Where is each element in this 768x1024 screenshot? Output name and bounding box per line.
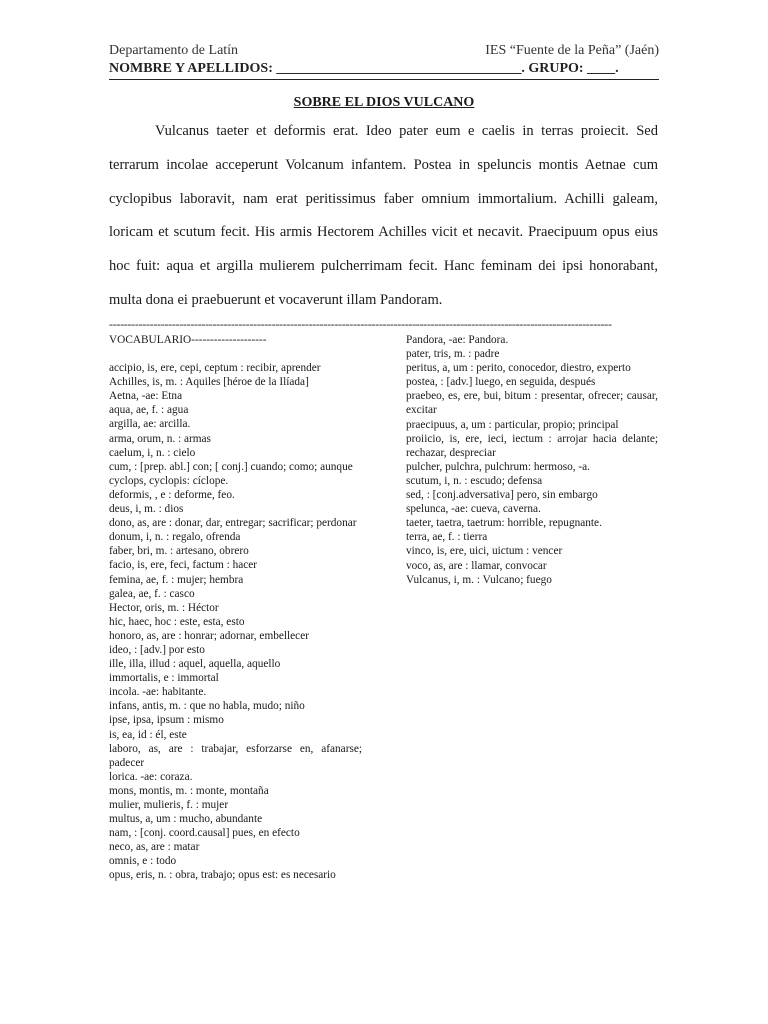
header-top-row: [109, 42, 659, 60]
vocabulary-entry: praecipuus, a, um : particular, propio; principal: [406, 418, 619, 431]
document-header: [109, 42, 659, 80]
vocabulary-entry: deus, i, m. : dios: [109, 503, 184, 516]
vocabulary-entry: caelum, i, n. : cielo: [109, 446, 196, 459]
vocabulary-left-column: [109, 333, 362, 883]
vocabulary-entry: argilla, ae: arcilla.: [109, 418, 191, 431]
vocabulary-entry: scutum, i, n. : escudo; defensa: [406, 474, 543, 487]
vocabulary-entry: lorica. -ae: coraza.: [109, 770, 193, 783]
vocabulary-entry: Pandora, -ae: Pandora.: [406, 334, 509, 346]
vocabulary-entry: infans, antis, m. : que no habla, mudo; niño: [109, 700, 305, 713]
vocabulary-entry: proiicio, is, ere, ieci, iectum : arrojar hacia delante; rechazar, despreciar: [406, 432, 658, 459]
vocabulary-entry: Achilles, is, m. : Aquiles [héroe de la Ilíada]: [109, 376, 309, 389]
vocabulary-entry: multus, a, um : mucho, abundante: [109, 813, 263, 826]
vocabulary-entry: faber, bri, m. : artesano, obrero: [109, 545, 249, 558]
vocabulary-entry: accipio, is, ere, cepi, ceptum : recibir, aprender: [109, 362, 321, 375]
vocabulary-entry: Aetna, -ae: Etna: [109, 390, 183, 403]
school-label: IES “Fuente de la Peña” (Jaén): [485, 43, 659, 58]
vocabulary-entry: mons, montis, m. : monte, montaña: [109, 784, 269, 797]
vocabulary-entry: femina, ae, f. : mujer; hembra: [109, 573, 244, 586]
vocabulary-entry: sed, : [conj.adversativa] pero, sin embargo: [406, 489, 598, 502]
vocabulary-entry: dono, as, are : donar, dar, entregar; sacrificar; perdonar: [109, 517, 357, 530]
page-title: SOBRE EL DIOS VULCANO: [293, 95, 475, 110]
vocabulary-entry: pulcher, pulchra, pulchrum: hermoso, -a.: [406, 460, 591, 473]
vocabulary-heading: VOCABULARIO--------------------: [109, 334, 267, 346]
student-name-line: NOMBRE Y APELLIDOS: ___________________________________. GRUPO: ____.: [109, 60, 659, 80]
vocabulary-entry: pater, tris, m. : padre: [406, 348, 500, 361]
vocabulary-entry: aqua, ae, f. : agua: [109, 404, 189, 417]
vocabulary-entry: praebeo, es, ere, bui, bitum : presentar, ofrecer; causar, excitar: [406, 390, 658, 417]
vocabulary-entry: omnis, e : todo: [109, 855, 177, 868]
vocabulary-entry: postea, : [adv.] luego, en seguida, después: [406, 376, 596, 389]
vocabulary-entry: taeter, taetra, taetrum: horrible, repugnante.: [406, 517, 602, 530]
department-label: Departamento de Latín: [109, 43, 239, 58]
vocabulary-entry: is, ea, id : él, este: [109, 728, 187, 741]
vocabulary-right-column: [406, 333, 658, 587]
vocabulary-entry: galea, ae, f. : casco: [109, 587, 195, 600]
vocabulary-entry: incola. -ae: habitante.: [109, 686, 207, 699]
vocabulary-entry: nam, : [conj. coord.causal] pues, en efecto: [109, 827, 300, 840]
latin-paragraph: Vulcanus taeter et deformis erat. Ideo pater eum e caelis in terras proiecit. Sed terrarum incolae acceperunt Volcanum infantem. Postea in speluncis montis Aetnae cum cyclopibus laboravit, nam erat peritissimus faber omnium immortalium. Achilli galeam, loricam et scutum fecit. His armis Hectorem Achilles vicit et necavit. Praecipuum opus eius hoc fuit: aqua et argilla mulierem pulcherrimam fecit. Hanc feminam dei ipsi honorabant, multa dona ei praebuerunt et vocaverunt illam Pandoram.: [109, 123, 658, 308]
vocabulary-entry: hic, haec, hoc : este, esta, esto: [109, 615, 245, 628]
vocabulary-entry: neco, as, are : matar: [109, 841, 200, 854]
vocabulary-entry: ille, illa, illud : aquel, aquella, aquello: [109, 658, 281, 671]
vocabulary-entry: Hector, oris, m. : Héctor: [109, 601, 219, 614]
vocabulary-entry: donum, i, n. : regalo, ofrenda: [109, 531, 241, 544]
vocabulary-entry: ideo, : [adv.] por esto: [109, 643, 205, 656]
vocabulary-entry: deformis, , e : deforme, feo.: [109, 488, 235, 501]
vocabulary-entry: cum, : [prep. abl.] con; [ conj.] cuando; como; aunque: [109, 460, 353, 473]
vocabulary-entry: opus, eris, n. : obra, trabajo; opus est: es necesario: [109, 869, 336, 882]
section-divider: ----------------------------------------------------------------------------------------------------------------------------------------: [109, 318, 612, 330]
vocabulary-entry: peritus, a, um : perito, conocedor, diestro, experto: [406, 362, 631, 375]
vocabulary-entry: laboro, as, are : trabajar, esforzarse en, afanarse; padecer: [109, 742, 362, 769]
vocabulary-entry: spelunca, -ae: cueva, caverna.: [406, 503, 541, 516]
vocabulary-entry: mulier, mulieris, f. : mujer: [109, 799, 229, 811]
vocabulary-entry: vinco, is, ere, uici, uictum : vencer: [406, 545, 563, 558]
vocabulary-entry: Vulcanus, i, m. : Vulcano; fuego: [406, 573, 552, 586]
vocabulary-entry: facio, is, ere, feci, factum : hacer: [109, 559, 258, 572]
vocabulary-entry: cyclops, cyclopis: cíclope.: [109, 474, 229, 487]
vocabulary-left-list: [109, 361, 362, 882]
vocabulary-entry: immortalis, e : immortal: [109, 672, 219, 685]
vocabulary-entry: arma, orum, n. : armas: [109, 432, 211, 445]
vocabulary-right-list: [406, 333, 658, 587]
vocabulary-entry: ipse, ipsa, ipsum : mismo: [109, 714, 224, 727]
vocabulary-entry: voco, as, are : llamar, convocar: [406, 559, 547, 572]
vocabulary-entry: honoro, as, are : honrar; adornar, embellecer: [109, 629, 309, 642]
vocabulary-entry: terra, ae, f. : tierra: [406, 531, 488, 544]
